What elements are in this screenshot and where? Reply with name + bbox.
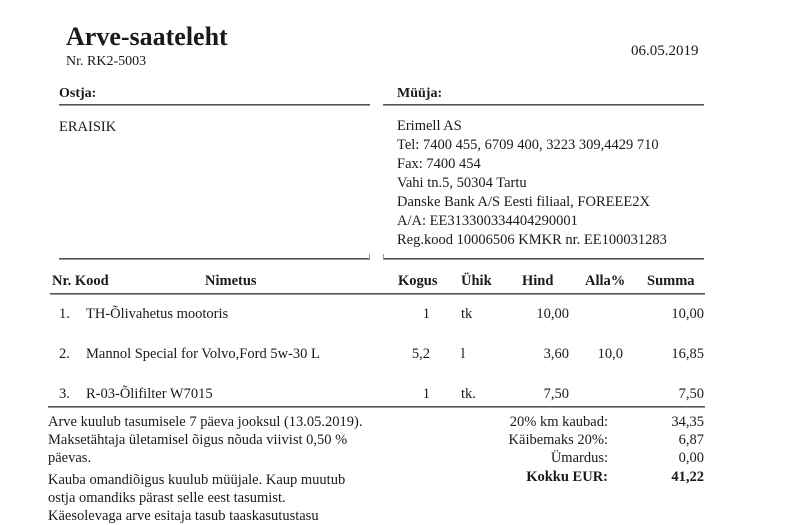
seller-fax: Fax: 7400 454 <box>397 156 481 172</box>
seller-divider <box>383 104 704 106</box>
row-sum: 16,85 <box>671 346 704 362</box>
buyer-divider <box>59 104 370 106</box>
total-value: 34,35 <box>671 414 704 430</box>
seller-account: A/A: EE313300334404290001 <box>397 213 578 229</box>
note-line: ostja omandiks pärast selle eest tasumist. <box>48 490 286 506</box>
row-qty: 1 <box>422 306 430 322</box>
note-line: Arve kuulub tasumisele 7 päeva jooksul (13.05.2019). <box>48 414 363 430</box>
buyer-heading: Ostja: <box>59 86 97 101</box>
row-qty: 1 <box>422 386 430 402</box>
row-unit: tk. <box>461 386 476 402</box>
row-unit: tk <box>461 306 473 322</box>
row-name: Mannol Special for Volvo,Ford 5w-30 L <box>86 346 320 362</box>
seller-heading: Müüja: <box>397 86 443 101</box>
col-kogus: Kogus <box>398 273 438 289</box>
col-summa: Summa <box>647 273 695 289</box>
seller-box-corner <box>383 254 384 260</box>
seller-box-bottom <box>383 258 704 260</box>
table-header-divider <box>50 293 705 295</box>
seller-address: Vahi tn.5, 50304 Tartu <box>397 175 527 191</box>
row-sum: 7,50 <box>678 386 704 402</box>
row-nr: 2. <box>59 346 70 362</box>
row-nr: 3. <box>59 386 70 402</box>
row-discount: 10,0 <box>597 346 623 362</box>
total-label: Ümardus: <box>550 450 608 466</box>
total-label: 20% km kaubad: <box>509 414 608 430</box>
seller-regcode: Reg.kood 10006506 KMKR nr. EE100031283 <box>397 232 667 248</box>
invoice-number: Nr. RK2-5003 <box>66 54 147 69</box>
col-uhik: Ühik <box>461 273 492 289</box>
grand-total-value: 41,22 <box>671 469 704 485</box>
row-name: TH-Õlivahetus mootoris <box>86 306 229 322</box>
buyer-box-corner <box>369 254 370 260</box>
row-price: 3,60 <box>543 346 569 362</box>
note-line: Kauba omandiõigus kuulub müüjale. Kaup muutub <box>48 472 346 488</box>
total-label: Käibemaks 20%: <box>508 432 608 448</box>
total-value: 6,87 <box>678 432 704 448</box>
row-price: 10,00 <box>536 306 569 322</box>
col-alla: Alla% <box>585 273 626 289</box>
invoice-date: 06.05.2019 <box>631 43 699 59</box>
note-line: Käesolevaga arve esitaja tasub taaskasutustasu <box>48 508 319 524</box>
col-nimetus: Nimetus <box>205 273 257 289</box>
total-value: 0,00 <box>678 450 704 466</box>
seller-bank: Danske Bank A/S Eesti filiaal, FOREEE2X <box>397 194 650 210</box>
row-qty: 5,2 <box>411 346 430 362</box>
row-price: 7,50 <box>543 386 569 402</box>
row-nr: 1. <box>59 306 70 322</box>
table-bottom-divider <box>48 406 705 408</box>
row-sum: 10,00 <box>671 306 704 322</box>
note-line: päevas. <box>48 450 92 466</box>
col-nr-kood: Nr. Kood <box>52 273 109 289</box>
buyer-box-bottom <box>59 258 370 260</box>
grand-total-label: Kokku EUR: <box>526 469 608 485</box>
col-hind: Hind <box>522 273 554 289</box>
row-name: R-03-Õlifilter W7015 <box>86 386 213 402</box>
note-line: Maksetähtaja ületamisel õigus nõuda viivist 0,50 % <box>48 432 348 448</box>
seller-phone: Tel: 7400 455, 6709 400, 3223 309,4429 710 <box>397 137 659 153</box>
row-unit: l <box>461 346 466 362</box>
document-title: Arve-saateleht <box>66 22 228 51</box>
seller-company: Erimell AS <box>397 118 462 134</box>
buyer-name: ERAISIK <box>59 119 117 135</box>
